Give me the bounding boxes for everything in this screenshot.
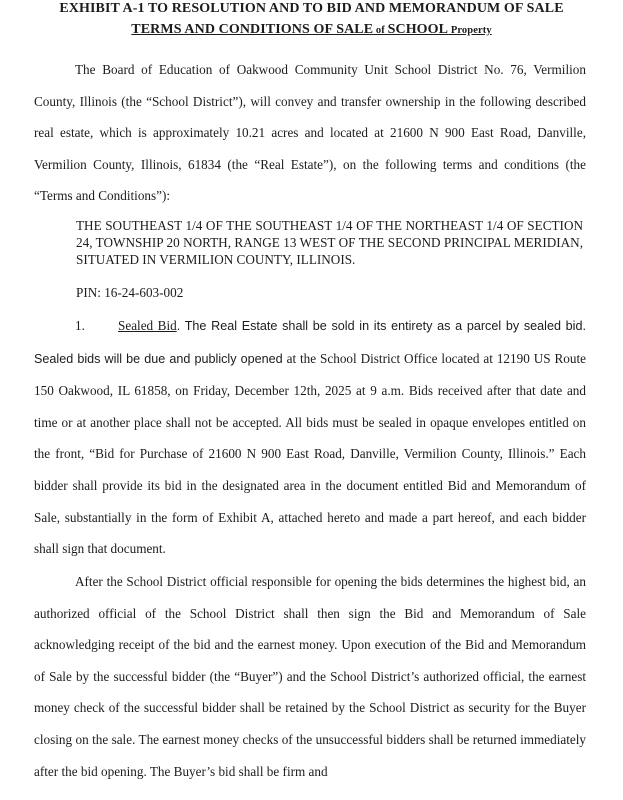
document-subtitle: [0, 22, 623, 38]
subtitle-school: SCHOOL: [387, 22, 449, 37]
legal-description: THE SOUTHEAST 1/4 OF THE SOUTHEAST 1/4 OF THE NORTHEAST 1/4 OF SECTION 24, TOWNSHIP 20 NORTH, RANGE 13 WEST OF THE SECOND PRINCIPAL MERIDIAN, SITUATED IN VERMILION COUNTY, ILLINOIS.: [76, 218, 583, 267]
section-heading: Sealed Bid: [118, 318, 177, 333]
section-number: 1.: [75, 318, 85, 333]
pin-number: PIN: 16-24-603-002: [76, 285, 184, 300]
subtitle-property: Property: [448, 25, 492, 36]
subtitle-terms: TERMS AND CONDITIONS OF SALE: [131, 22, 374, 37]
section-body: at the School District Office located at 12190 US Route 150 Oakwood, IL 61858, on Friday, December 12th, 2025 at 9 a.m. Bids received after that date and time or at another place shall not be accepted. All bids must be sealed in opaque envelopes entitled on the front, “Bid for Purchase of 21600 N 900 East Road, Danville, Vermilion County, Illinois.” Each bidder shall provide its bid in the designated area in the document entitled Bid and Memorandum of Sale, substantially in the form of Exhibit A, attached hereto and made a part hereof, and each bidder shall sign that document.: [34, 350, 586, 557]
subtitle-of: of: [373, 25, 388, 36]
document-title: EXHIBIT A-1 TO RESOLUTION AND TO BID AND MEMORANDUM OF SALE: [59, 1, 564, 16]
after-paragraph: After the School District official responsible for opening the bids determines the highest bid, an authorized official of the School District shall then sign the Bid and Memorandum of Sale acknowledging receipt of the bid and the earnest money. Upon execution of the Bid and Memorandum of Sale by the successful bidder (the “Buyer”) and the School District’s authorized official, the earnest money check of the successful bidder shall be retained by the School District as security for the Buyer closing on the sale. The earnest money checks of the unsuccessful bidders shall be returned immediately after the bid opening. The Buyer’s bid shall be firm and: [34, 574, 586, 779]
intro-paragraph: The Board of Education of Oakwood Community Unit School District No. 76, Vermilion County, Illinois (the “School District”), will convey and transfer ownership in the following described real estate, which is approximately 10.21 acres and located at 21600 N 900 East Road, Danville, Vermilion County, Illinois, 61834 (the “Real Estate”), on the following terms and conditions (the “Terms and Conditions”):: [34, 62, 586, 204]
section-sealed-bid: [34, 310, 586, 565]
section-sans-text: . The Real Estate shall be sold in its entirety as a parcel by sealed bid. Sealed bids will be due and publicly opened: [34, 319, 586, 366]
